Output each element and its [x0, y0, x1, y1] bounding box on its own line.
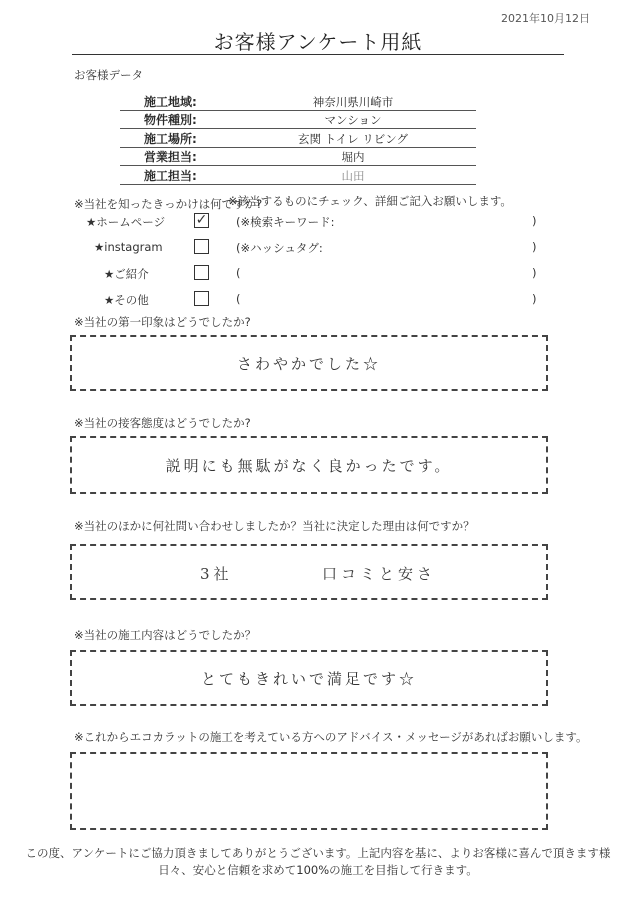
checkbox-homepage[interactable]	[194, 213, 209, 228]
answer-decision-reason: 口コミと安さ	[322, 565, 437, 583]
question-first-impression: ※当社の第一印象はどうでしたか?	[74, 315, 251, 329]
info-value: 堀内	[341, 150, 365, 164]
footer-line-2: 日々、安心と信頼を求めて100%の施工を目指して行きます。	[158, 863, 478, 877]
option-detail-referral: (	[236, 266, 241, 280]
answer-box-other-companies[interactable]	[70, 544, 548, 600]
info-value: 玄関 トイレ リビング	[297, 131, 408, 146]
option-label-referral: ★ご紹介	[104, 267, 149, 281]
customer-data-label: お客様データ	[74, 68, 143, 82]
option-close-paren: )	[532, 266, 537, 280]
question-other-companies: ※当社のほかに何社問い合わせしましたか？当社に決定した理由は何ですか？	[74, 519, 475, 533]
info-label: 施工地域:	[144, 94, 197, 109]
question-note: ※該当するものにチェック、詳細ご記入お願いします。	[228, 194, 512, 208]
info-label: 施工場所:	[144, 131, 197, 146]
option-close-paren: )	[532, 214, 537, 228]
info-row-sales-rep	[120, 148, 476, 167]
answer-box-advice-message[interactable]	[70, 752, 548, 830]
answer-construction-quality: とてもきれいで満足です☆	[200, 670, 417, 688]
question-how-found: ※当社を知ったきっかけは何ですか?	[74, 197, 263, 211]
footer-line-1: この度、アンケートにご協力頂きましてありがとうございます。上記内容を基に、よりお客様に喜んで頂きます様	[25, 846, 611, 860]
info-value: 神奈川県川崎市	[312, 94, 394, 109]
info-value: マンション	[324, 113, 382, 127]
option-label-other: ★その他	[104, 293, 149, 307]
survey-date: 2021年10月12日	[501, 12, 590, 25]
answer-service-attitude: 説明にも無駄がなく良かったです。	[165, 457, 453, 475]
question-service-attitude: ※当社の接客態度はどうでしたか?	[74, 416, 251, 430]
option-label-instagram: ★instagram	[94, 240, 163, 254]
info-row-property-type	[120, 111, 476, 130]
info-row-location	[120, 129, 476, 148]
checkbox-instagram[interactable]	[194, 239, 209, 254]
question-advice-message: ※これからエコカラットの施工を考えている方へのアドバイス・メッセージがあればお願いします。	[74, 730, 588, 744]
title-underline	[72, 54, 564, 55]
info-row-area	[120, 92, 476, 111]
answer-company-count: 3社	[200, 565, 233, 583]
option-close-paren: )	[532, 292, 537, 306]
answer-box-first-impression[interactable]	[70, 335, 548, 391]
answer-first-impression: さわやかでした☆	[236, 355, 381, 373]
page-title: お客様アンケート用紙	[213, 30, 423, 54]
checkbox-other[interactable]	[194, 291, 209, 306]
question-construction-quality: ※当社の施工内容はどうでしたか？	[74, 628, 257, 642]
option-close-paren: )	[532, 240, 537, 254]
option-detail-instagram: (※ハッシュタグ:	[236, 241, 323, 255]
answer-box-service-attitude[interactable]	[70, 436, 548, 494]
customer-data-table	[120, 92, 476, 185]
option-label-homepage: ★ホームページ	[86, 215, 166, 229]
answer-box-construction-quality[interactable]	[70, 650, 548, 706]
option-detail-homepage: (※検索キーワード:	[236, 215, 335, 229]
info-label: 施工担当:	[144, 168, 197, 183]
checkbox-referral[interactable]	[194, 265, 209, 280]
option-detail-other: (	[236, 292, 241, 306]
info-label: 物件種別:	[144, 113, 197, 127]
check-mark-icon: ✓	[195, 212, 208, 228]
info-row-installer	[120, 166, 476, 185]
info-label: 営業担当:	[144, 150, 197, 164]
info-value: 山田	[341, 168, 365, 183]
